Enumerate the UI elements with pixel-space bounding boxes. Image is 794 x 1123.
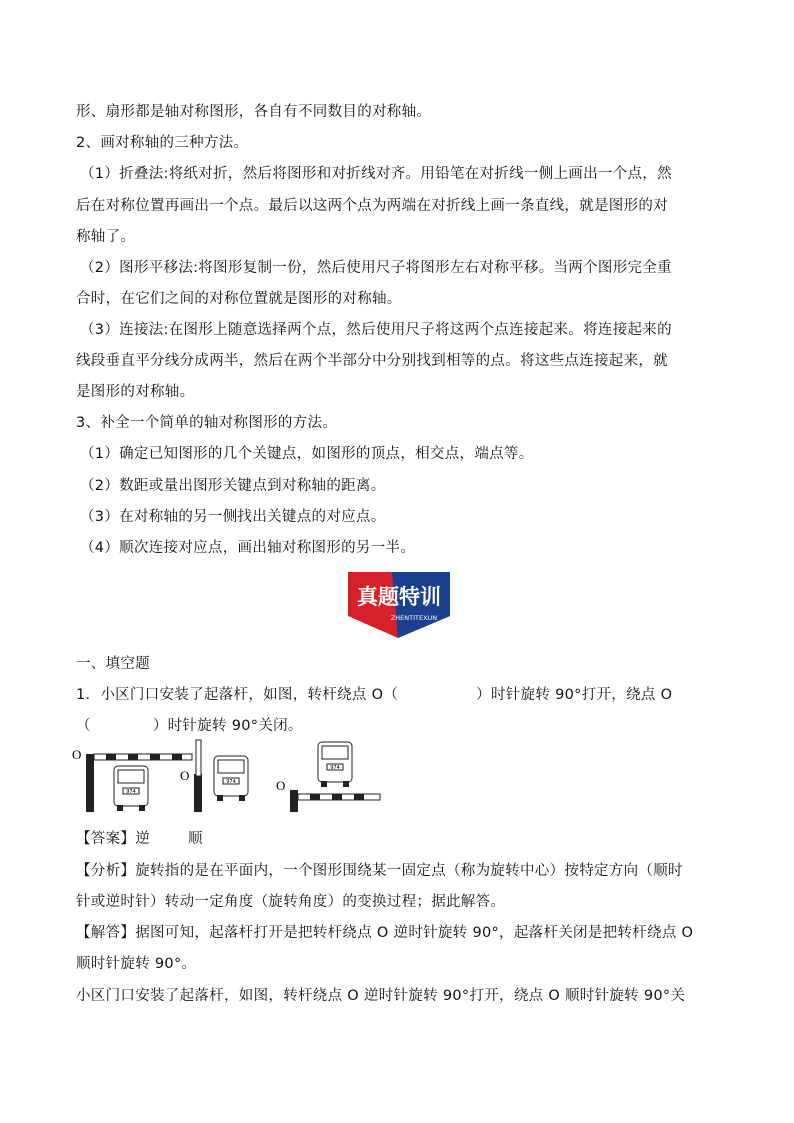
text-line: （1）折叠法:将纸对折，然后将图形和对折线对齐。用铅笔在对折线一侧上画出一个点，然 <box>80 166 672 182</box>
barrier-figure <box>72 738 382 814</box>
answer-value-1: 逆 <box>135 831 151 847</box>
solution-line: 小区门口安装了起落杆，如图，转杆绕点 O 逆时针旋转 90°打开，绕点 O 顺时针旋转 90°关 <box>76 988 686 1004</box>
text-line: （3）在对称轴的另一侧找出关键点的对应点。 <box>80 509 386 525</box>
svg-text:O: O <box>180 768 190 783</box>
logo-text: 真题特训 <box>357 585 441 609</box>
heading-methods: 2、画对称轴的三种方法。 <box>76 135 249 151</box>
section-title: 一、填空题 <box>76 656 150 672</box>
text-line: （2）数距或量出图形关键点到对称轴的距离。 <box>80 478 386 494</box>
logo-subtext: ZHENTITEXUN <box>390 614 438 622</box>
text-line: （3）连接法:在图形上随意选择两个点，然后使用尺子将这两个点连接起来。将连接起来的 <box>80 322 672 338</box>
solution-line: 顺时针旋转 90°。 <box>76 956 197 972</box>
car-1 <box>114 766 148 811</box>
car-3 <box>318 742 352 787</box>
text-line: 合时，在它们之间的对称位置就是图形的对称轴。 <box>76 291 402 307</box>
svg-text:974: 974 <box>126 789 136 795</box>
barrier-closed-right <box>276 778 380 812</box>
answer-line: 【答案】逆 顺 <box>76 831 203 847</box>
analysis-line: 针或逆时针）转动一定角度（旋转角度）的变换过程；据此解答。 <box>76 894 506 910</box>
svg-text:O: O <box>276 778 286 793</box>
svg-text:974: 974 <box>226 779 236 785</box>
text-line: 称轴了。 <box>76 229 136 245</box>
text-line: 是图形的对称轴。 <box>76 384 195 400</box>
svg-text:O: O <box>72 747 82 762</box>
zhenti-logo <box>342 570 454 640</box>
car-2 <box>214 756 248 801</box>
text-line: （1）确定已知图形的几个关键点，如图形的顶点，相交点，端点等。 <box>80 446 534 462</box>
answer-value-2: 顺 <box>188 831 203 847</box>
text-line: 后在对称位置再画出一个点。最后以这两个点为两端在对折线上画一条直线，就是图形的对 <box>76 198 668 214</box>
text-line: 形、扇形都是轴对称图形，各自有不同数目的对称轴。 <box>76 104 432 120</box>
barrier-vertical-middle <box>180 740 202 812</box>
analysis-line: 【分析】旋转指的是在平面内，一个图形围绕某一固定点（称为旋转中心）按特定方向（顺时 <box>76 863 683 879</box>
solution-line: 【解答】据图可知，起落杆打开是把转杆绕点 O 逆时针旋转 90°，起落杆关闭是把转杆绕点 O <box>76 925 694 941</box>
text-line: 线段垂直平分线分成两半，然后在两个半部分中分别找到相等的点。将这些点连接起来，就 <box>76 353 668 369</box>
svg-text:974: 974 <box>330 765 340 771</box>
heading-complete: 3、补全一个简单的轴对称图形的方法。 <box>76 415 338 431</box>
question-1-line-1: 1．小区门口安装了起落杆，如图，转杆绕点 O（ ）时针旋转 90°打开，绕点 O <box>76 687 673 703</box>
text-line: （4）顺次连接对应点，画出轴对称图形的另一半。 <box>80 540 416 556</box>
question-1-line-2: （ ）时针旋转 90°关闭。 <box>76 718 303 734</box>
text-line: （2）图形平移法:将图形复制一份，然后使用尺子将图形左右对称平移。当两个图形完全重 <box>80 260 672 276</box>
